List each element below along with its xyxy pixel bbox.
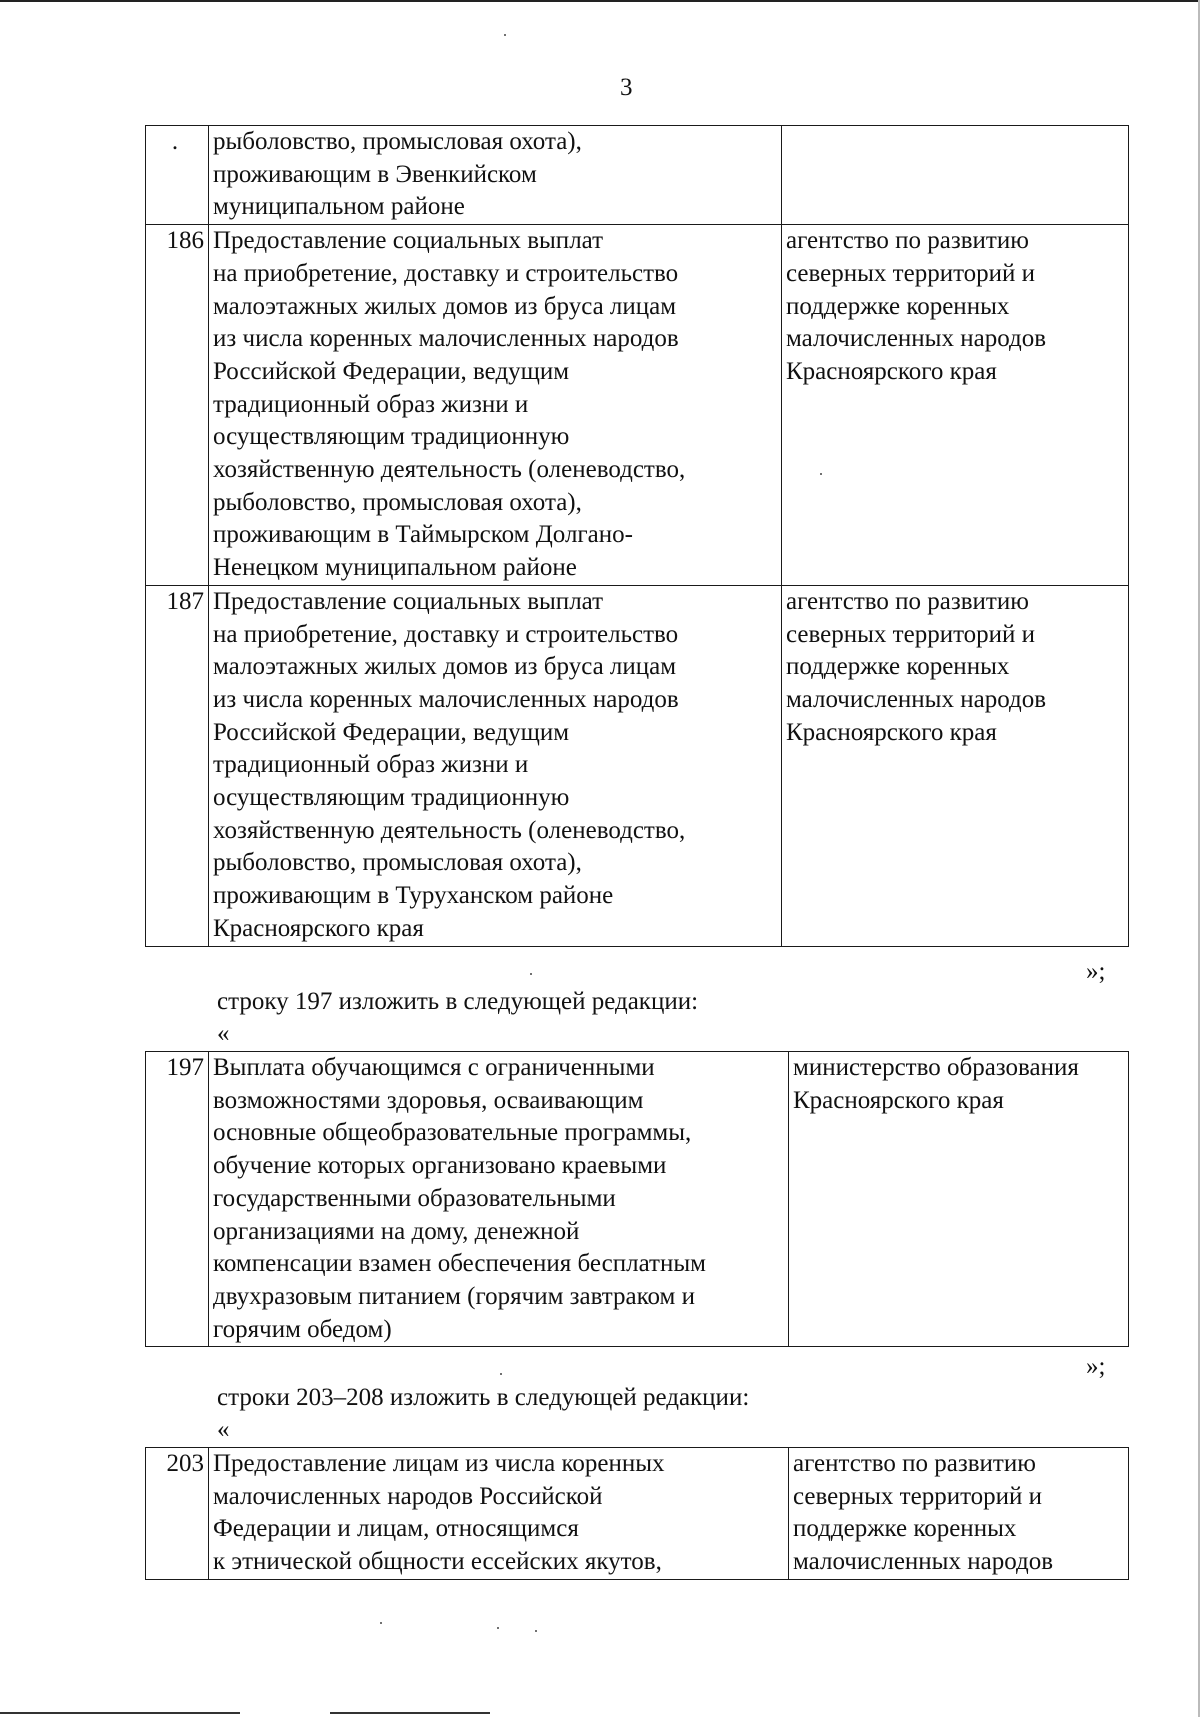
table-row — [146, 1052, 1129, 1347]
row-number: 186 — [146, 225, 209, 586]
row-description: Выплата обучающимся с ограниченными возможностями здоровья, осваивающим основные общеобразовательные программы, обучение которых организовано краевыми государственными образовательными организациями на дому, денежной компенсации взамен обеспечения бесплатным двухразовым питанием (горячим завтраком и горячим обедом) — [209, 1052, 789, 1347]
row-number: 203 — [146, 1448, 209, 1580]
row-number: . — [146, 126, 209, 225]
row-description: Предоставление лицам из числа коренных малочисленных народов Российской Федерации и лицам, относящимся к этнической общности ессейских якутов, — [209, 1448, 789, 1580]
row-description: рыболовство, промысловая охота), проживающим в Эвенкийском муниципальном районе — [209, 126, 782, 225]
row-organization — [782, 126, 1129, 225]
scan-artifact-line — [330, 1712, 490, 1714]
scan-speck — [497, 1627, 499, 1629]
scan-speck — [500, 1373, 502, 1375]
table-2 — [145, 1051, 1129, 1347]
table-row — [146, 225, 1129, 586]
scan-speck — [504, 34, 506, 36]
row-organization: министерство образования Красноярского края — [789, 1052, 1129, 1347]
row-organization: агентство по развитию северных территорий и поддержке коренных малочисленных народов Красноярского края — [782, 225, 1129, 586]
table-1 — [145, 125, 1129, 947]
row-number: 187 — [146, 585, 209, 946]
scan-speck — [530, 973, 532, 975]
scan-top-edge — [0, 0, 1200, 2]
scan-speck — [535, 1630, 537, 1632]
scan-artifact-line — [0, 1712, 240, 1714]
page-number: 3 — [620, 74, 633, 101]
row-organization: агентство по развитию северных территорий и поддержке коренных малочисленных народов — [789, 1448, 1129, 1580]
instruction-text: строку 197 изложить в следующей редакции: — [217, 988, 699, 1015]
scan-speck — [380, 1622, 382, 1624]
table-row — [146, 126, 1129, 225]
table-3 — [145, 1447, 1129, 1580]
row-description: Предоставление социальных выплат на приобретение, доставку и строительство малоэтажных жилых домов из бруса лицам из числа коренных малочисленных народов Российской Федерации, ведущим традиционный образ жизни и осуществляющим традиционную хозяйственную деятельность (оленеводство, рыболовство, промысловая охота), проживающим в Таймырском Долгано- Ненецком муниципальном районе — [209, 225, 782, 586]
scan-speck — [820, 473, 822, 475]
row-description: Предоставление социальных выплат на приобретение, доставку и строительство малоэтажных жилых домов из бруса лицам из числа коренных малочисленных народов Российской Федерации, ведущим традиционный образ жизни и осуществляющим традиционную хозяйственную деятельность (оленеводство, рыболовство, промысловая охота), проживающим в Туруханском районе Красноярского края — [209, 585, 782, 946]
table-row — [146, 1448, 1129, 1580]
row-number: 197 — [146, 1052, 209, 1347]
closing-quote: »; — [1086, 958, 1106, 985]
opening-quote: « — [217, 1020, 230, 1047]
closing-quote: »; — [1086, 1353, 1106, 1380]
instruction-text: строки 203–208 изложить в следующей редакции: — [217, 1384, 750, 1411]
opening-quote: « — [217, 1416, 230, 1443]
table-row — [146, 585, 1129, 946]
row-organization: агентство по развитию северных территорий и поддержке коренных малочисленных народов Красноярского края — [782, 585, 1129, 946]
